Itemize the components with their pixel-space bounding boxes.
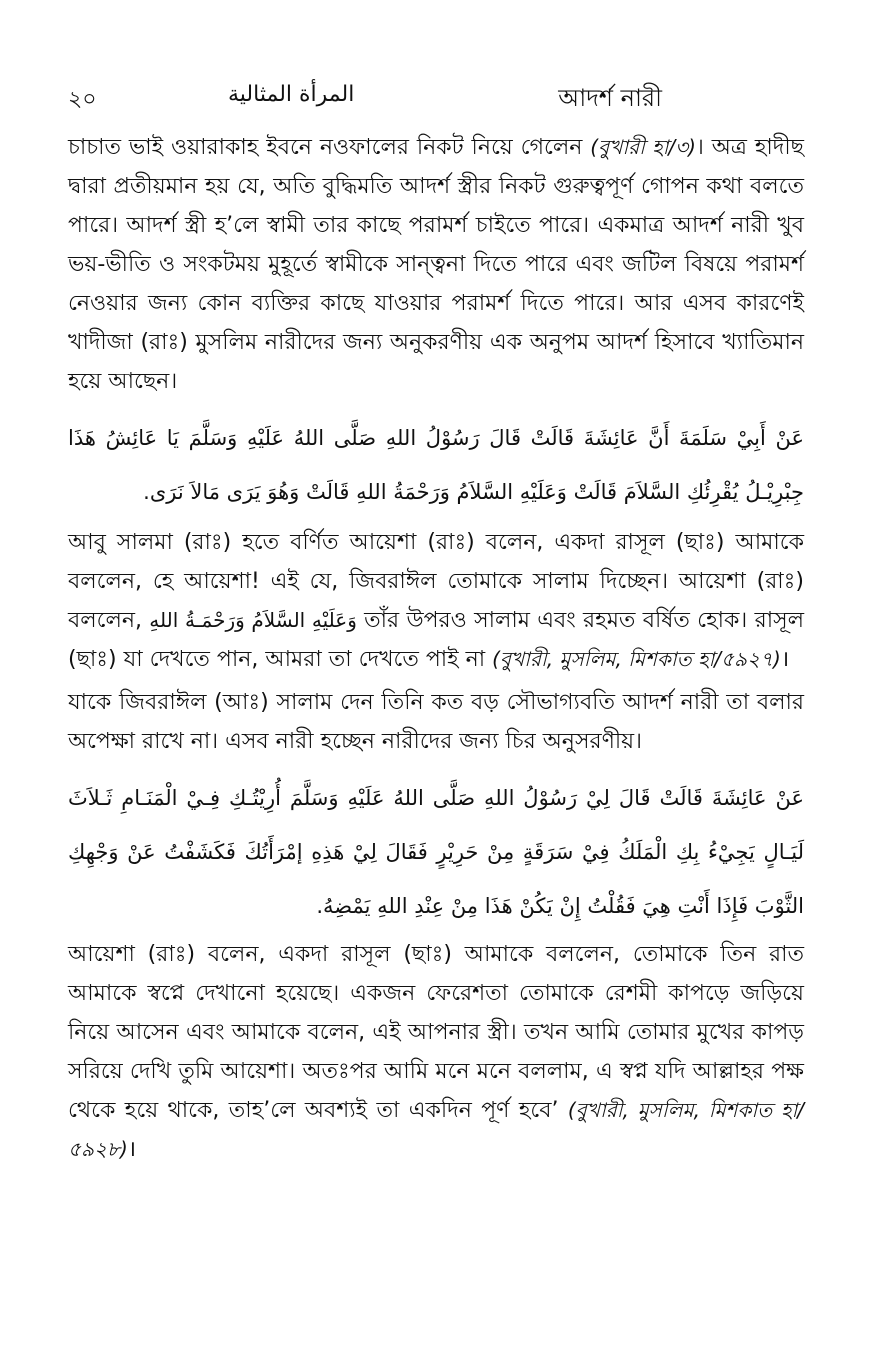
page-header — [68, 70, 804, 122]
citation: (বুখারী, মুসলিম, মিশকাত হা/৫৯২৮) — [68, 1098, 804, 1161]
paragraph-dream-translation — [68, 935, 804, 1169]
paragraph-khadija — [68, 128, 804, 401]
paragraph-text: চাচাত ভাই ওয়ারাকাহ ইবনে নওফালের নিকট নিয়ে গেলেন — [68, 135, 591, 160]
arabic-hadith-jibreel: عَنْ أَبِيْ سَلَمَةَ أَنَّ عَائِشَةَ قَالَتْ قَالَ رَسُوْلُ اللهِ صَلَّى اللهُ عَلَيْهِ وَسَلَّمَ يَا عَائِشُ هَذَا جِبْرِيْـلُ يُقْرِئُكِ السَّلاَمَ قَالَتْ وَعَلَيْهِ السَّلاَمُ وَرَحْمَةُ اللهِ قَالَتْ وَهُوَ يَرَى مَالاَ نَرَى. — [68, 426, 804, 504]
paragraph-text: । — [127, 1137, 137, 1162]
paragraph-text: আবু সালমা (রাঃ) হতে বর্ণিত আয়েশা (রাঃ) বলেন, একদা রাসূল (ছাঃ) আমাকে বললেন, হে আয়েশা! এই যে, জিবরাঈল তোমাকে সালাম দিচ্ছেন। আয়েশা (রাঃ) বললেন, — [68, 530, 804, 633]
citation: (বুখারী হা/৩) — [590, 135, 696, 159]
paragraph-commentary: যাকে জিবরাঈল (আঃ) সালাম দেন তিনি কত বড় সৌভাগ্যবতি আদর্শ নারী তা বলার অপেক্ষা রাখে না। এসব নারী হচ্ছেন নারীদের জন্য চির অনুসরণীয়। — [68, 690, 804, 754]
book-page — [68, 70, 804, 1169]
arabic-book-title: المرأة المثالية — [228, 82, 355, 107]
page-number: ২০ — [68, 87, 97, 112]
arabic-hadith-dream: عَنْ عَائِشَةَ قَالَتْ قَالَ لِيْ رَسُوْلُ اللهِ صَلَّى اللهُ عَلَيْهِ وَسَلَّمَ أُرِيْتُـكِ فِـيْ الْمَنَـامِ ثَـلاَثَ لَيَـالٍ يَجِيْءُ بِكِ الْمَلَكُ فِيْ سَرَقَةٍ مِنْ حَرِيْرٍ فَقَالَ لِيْ هَذِهِ إمْرَأَتُكَ فَكَشَفْتُ عَنْ وَجْهِكِ الثَّوْبَ فَإِذَا أَنْتِ هِيَ فَقُلْتُ إِنْ يَكُنْ هَذَا مِنْ عِنْدِ اللهِ يَمْضِهُ. — [68, 786, 804, 918]
paragraph-text: । — [780, 647, 790, 672]
paragraph-text: তাঁর উপরও সালাম এবং রহমত বর্ষিত হোক। রাসূল (ছাঃ) যা দেখতে পান, আমরা তা দেখতে পাই না — [68, 608, 804, 672]
paragraph-text: । অত্র হাদীছ দ্বারা প্রতীয়মান হয় যে, অতি বুদ্ধিমতি আদর্শ স্ত্রীর নিকট গুরুত্বপূর্ণ গোপন কথা বলতে পারে। আদর্শ স্ত্রী হ’লে স্বামী তার কাছে পরামর্শ চাইতে পারে। একমাত্র আদর্শ নারী খুব ভয়-ভীতি ও সংকটময় মুহূর্তে স্বামীকে সান্ত্বনা দিতে পারে এবং জটিল বিষয়ে পরামর্শ নেওয়ার জন্য কোন ব্যক্তির কাছে যাওয়ার পরামর্শ দিতে পারে। আর এসব কারণেই খাদীজা (রাঃ) মুসলিম নারীদের জন্য অনুকরণীয় এক অনুপম আদর্শ হিসাবে খ্যাতিমান হয়ে আছেন। — [68, 135, 804, 394]
citation: (বুখারী, মুসলিম, মিশকাত হা/৫৯২৭) — [492, 647, 781, 671]
paragraph-text: আয়েশা (রাঃ) বলেন, একদা রাসূল (ছাঃ) আমাকে বললেন, তোমাকে তিন রাত আমাকে স্বপ্নে দেখানো হয়েছে। একজন ফেরেশতা তোমাকে রেশমী কাপড়ে জড়িয়ে নিয়ে আসেন এবং আমাকে বলেন, এই আপনার স্ত্রী। তখন আমি তোমার মুখের কাপড় সরিয়ে দেখি তুমি আয়েশা। অতঃপর আমি মনে মনে বললাম, এ স্বপ্ন যদি আল্লাহর পক্ষ থেকে হয়ে থাকে, তাহ’লে অবশ্যই তা একদিন পূর্ণ হবে’ — [68, 942, 804, 1123]
paragraph-jibreel-translation — [68, 523, 804, 679]
arabic-inline-phrase: وَعَلَيْهِ السَّلاَمُ وَرَحْمَـةُ اللهِ — [149, 608, 357, 632]
bengali-book-title: আদর্শ নারী — [558, 84, 662, 112]
